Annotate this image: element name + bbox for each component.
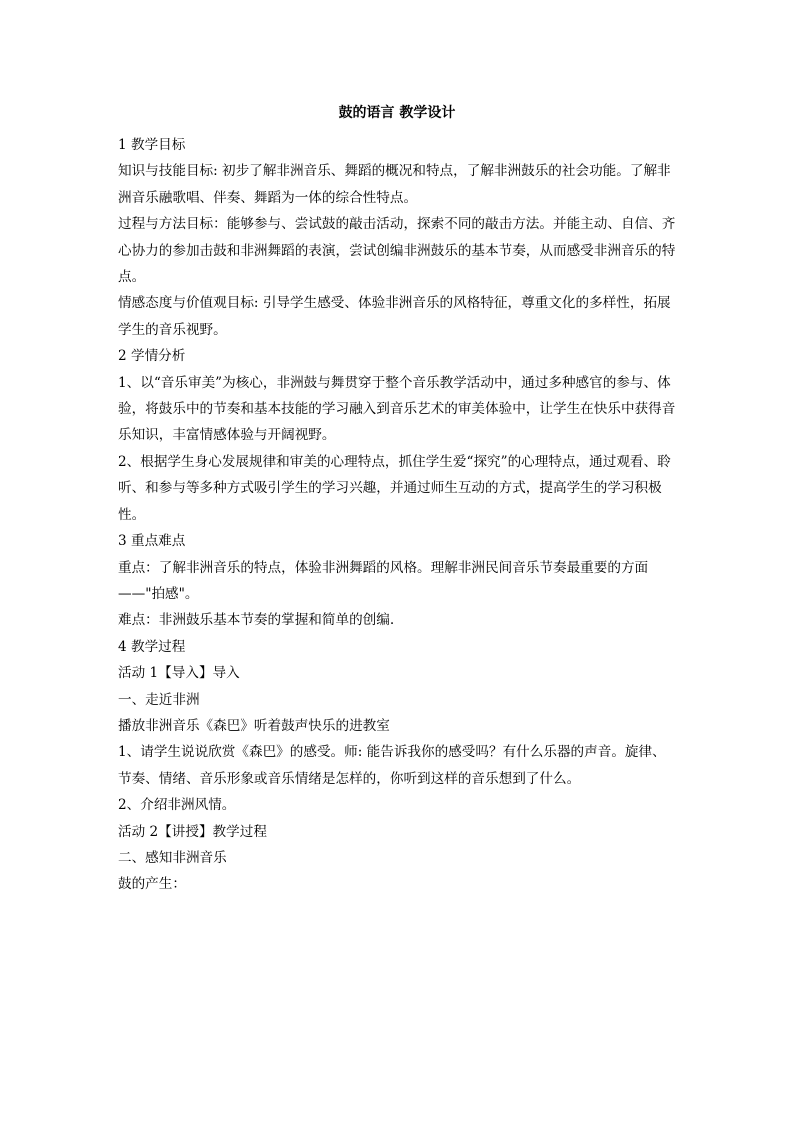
paragraph-introduce-africa: 2、介绍非洲风情。 — [118, 797, 236, 814]
paragraph-knowledge-goal: 知识与技能目标: 初步了解非洲音乐、舞蹈的概况和特点，了解非洲鼓乐的社会功能。了解非洲音乐融歌唱、伴奏、舞蹈为一体的综合性特点。 — [118, 163, 671, 206]
paragraph-analysis-1: 1、以“音乐审美”为核心，非洲鼓与舞贯穿于整个音乐教学活动中，通过多种感官的参与、体验，将鼓乐中的节奏和基本技能的学习融入到音乐艺术的审美体验中，让学生在快乐中获得音乐知识，丰富情感体验与开阔视野。 — [118, 374, 676, 444]
activity-1-heading: 活动 1【导入】导入 — [118, 665, 240, 682]
paragraph-key-point: 重点：了解非洲音乐的特点，体验非洲舞蹈的风格。理解非洲民间音乐节奏最重要的方面——"拍感"。 — [118, 559, 649, 602]
paragraph-difficulty: 难点：非洲鼓乐基本节奏的掌握和简单的创编. — [118, 612, 395, 629]
paragraph-play-music: 播放非洲音乐《森巴》听着鼓声快乐的进教室 — [118, 717, 390, 734]
document-body — [118, 132, 678, 898]
paragraph-drum-origin: 鼓的产生： — [118, 876, 186, 893]
paragraph-student-feelings: 1、请学生说说欣赏《森巴》的感受。师: 能告诉我你的感受吗？有什么乐器的声音。旋律、节奏、情绪、音乐形象或音乐情绪是怎样的，你听到这样的音乐想到了什么。 — [118, 744, 666, 787]
paragraph-analysis-2: 2、根据学生身心发展规律和审美的心理特点，抓住学生爱“探究”的心理特点，通过观看、聆听、和参与等多种方式吸引学生的学习兴趣，并通过师生互动的方式，提高学生的学习积极性。 — [118, 453, 671, 523]
paragraph-process-goal: 过程与方法目标：能够参与、尝试鼓的敲击活动，探索不同的敲击方法。并能主动、自信、齐心协力的参加击鼓和非洲舞蹈的表演，尝试创编非洲鼓乐的基本节奏，从而感受非洲音乐的特点。 — [118, 216, 676, 286]
paragraph-attitude-goal: 情感态度与价值观目标: 引导学生感受、体验非洲音乐的风格特征，尊重文化的多样性，拓展学生的音乐视野。 — [118, 295, 671, 338]
section-heading-key-points: 3 重点难点 — [118, 533, 186, 550]
section-heading-objectives: 1 教学目标 — [118, 137, 186, 153]
section-heading-process: 4 教学过程 — [118, 638, 186, 655]
subsection-perceive-music: 二、感知非洲音乐 — [118, 849, 227, 866]
activity-2-heading: 活动 2【讲授】教学过程 — [118, 823, 267, 840]
subsection-approach-africa: 一、走近非洲 — [118, 691, 200, 708]
document-title: 鼓的语言 教学设计 — [338, 105, 456, 121]
section-heading-analysis: 2 学情分析 — [118, 348, 186, 365]
